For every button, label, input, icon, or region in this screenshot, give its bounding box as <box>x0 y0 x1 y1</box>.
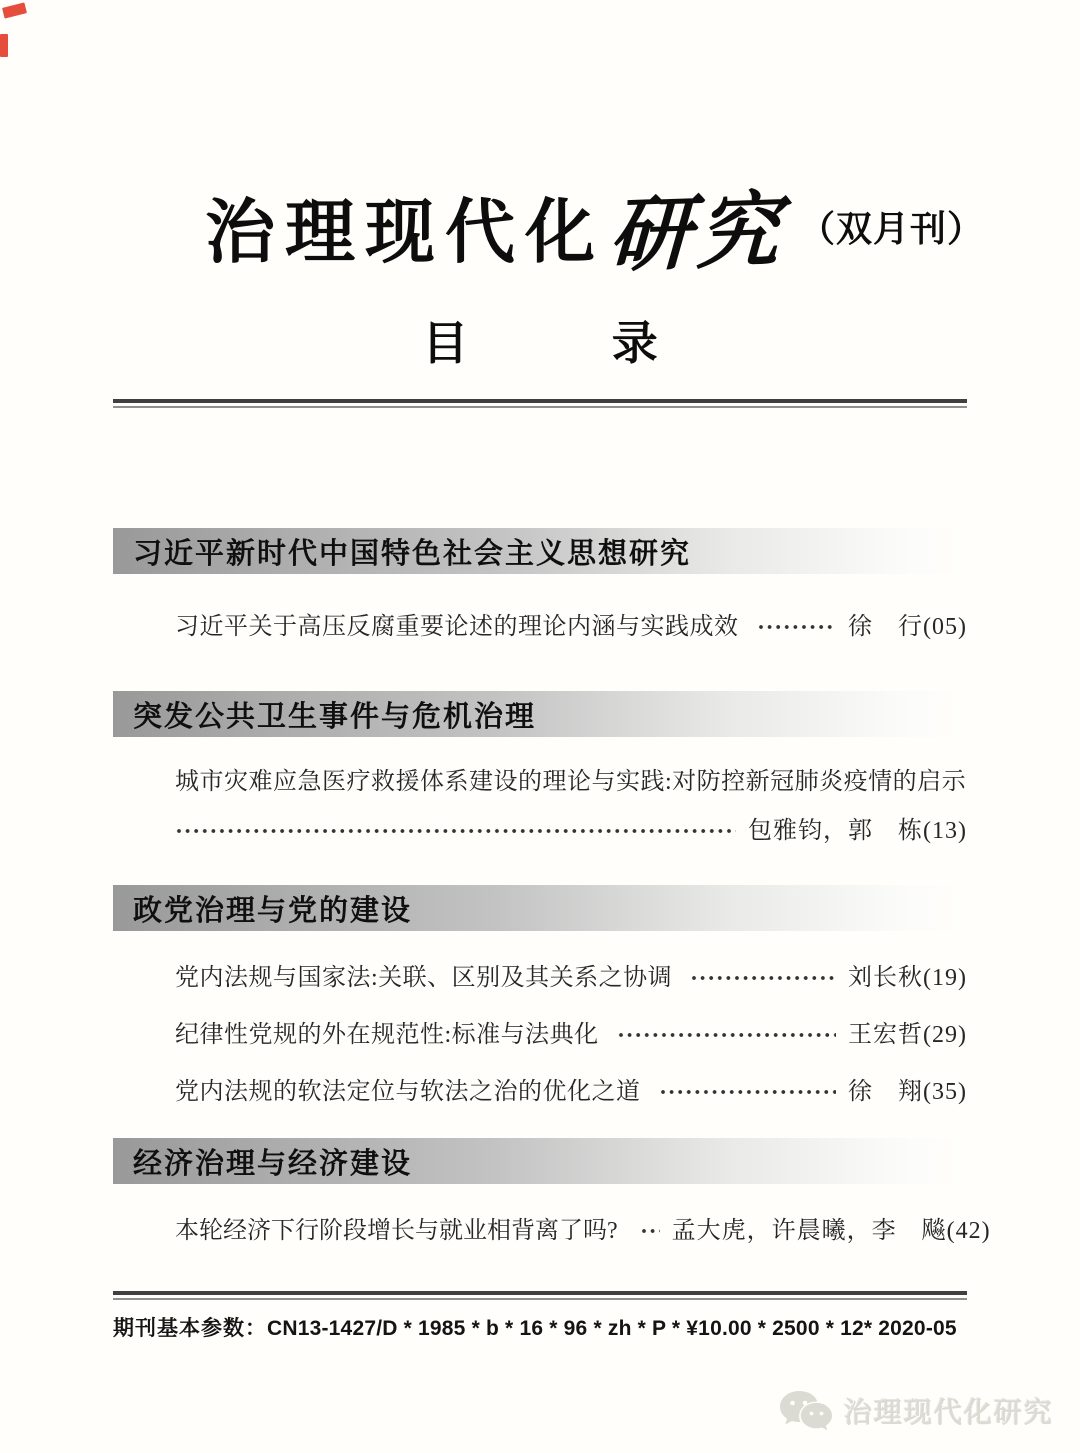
page-content <box>113 0 991 1342</box>
journal-parameters <box>113 1312 967 1342</box>
section-xi-thought <box>113 528 967 641</box>
article-authors-page: 刘长秋(19) <box>848 965 967 991</box>
divider-double-rule-top <box>113 399 967 408</box>
article-title: 党内法规与国家法:关联、区别及其关系之协调 <box>175 965 673 991</box>
article-title: 城市灾难应急医疗救援体系建设的理论与实践:对防控新冠肺炎疫情的启示 <box>175 769 967 795</box>
article-authors-page: 王宏哲(29) <box>848 1022 967 1048</box>
article-row-continuation <box>113 810 967 845</box>
dot-leader <box>757 621 837 633</box>
article-title: 本轮经济下行阶段增长与就业相背离了吗? <box>175 1218 618 1244</box>
toc-char-left: 目 <box>422 317 469 369</box>
article-title: 习近平关于高压反腐重要论述的理论内涵与实践成效 <box>175 614 739 640</box>
red-scan-mark-left <box>0 34 8 57</box>
section-header: 习近平新时代中国特色社会主义思想研究 <box>113 528 967 574</box>
toc-heading <box>113 307 967 373</box>
dot-leader <box>175 825 736 837</box>
section-header: 经济治理与经济建设 <box>113 1138 967 1184</box>
masthead <box>205 0 985 285</box>
article-row <box>113 761 967 796</box>
watermark-text: 治理现代化研究 <box>843 1397 1054 1428</box>
article-authors-page: 徐 行(05) <box>848 614 967 640</box>
article-row <box>113 1210 991 1245</box>
section-economic-governance <box>113 1138 991 1245</box>
section-party-governance <box>113 885 967 1106</box>
dot-leader <box>690 972 836 984</box>
section-header: 政党治理与党的建设 <box>113 885 967 931</box>
article-authors-page: 徐 翔(35) <box>848 1079 967 1105</box>
journal-title-calligraphy: 研究 <box>607 184 787 283</box>
dot-leader <box>617 1029 836 1041</box>
journal-parameters-label: 期刊基本参数： <box>113 1317 267 1340</box>
section-header: 突发公共卫生事件与危机治理 <box>113 691 967 737</box>
journal-frequency-label: （双月刊） <box>799 209 985 249</box>
red-scan-mark-top <box>2 2 27 18</box>
wechat-icon <box>778 1389 834 1433</box>
article-authors-page: 孟大虎，许晨曦，李 飚(42) <box>671 1218 991 1244</box>
article-row <box>113 1014 967 1049</box>
dot-leader <box>640 1225 660 1237</box>
journal-parameters-value: CN13-1427/D * 1985 * b * 16 * 96 * zh * P * ¥10.00 * 2500 * 12* 2020-05 <box>267 1317 957 1340</box>
article-authors-page: 包雅钧，郭 栋(13) <box>748 818 967 844</box>
article-title: 党内法规的软法定位与软法之治的优化之道 <box>175 1079 641 1105</box>
dot-leader <box>659 1086 837 1098</box>
article-row <box>113 1071 967 1106</box>
divider-double-rule-bottom <box>113 1291 967 1300</box>
article-row <box>113 957 967 992</box>
wechat-watermark <box>778 1389 1054 1433</box>
toc-char-right: 录 <box>611 317 658 369</box>
journal-title: 治理现代化 <box>205 195 605 272</box>
article-row <box>113 606 967 641</box>
section-public-health-crisis <box>113 691 967 845</box>
article-title: 纪律性党规的外在规范性:标准与法典化 <box>175 1022 599 1048</box>
